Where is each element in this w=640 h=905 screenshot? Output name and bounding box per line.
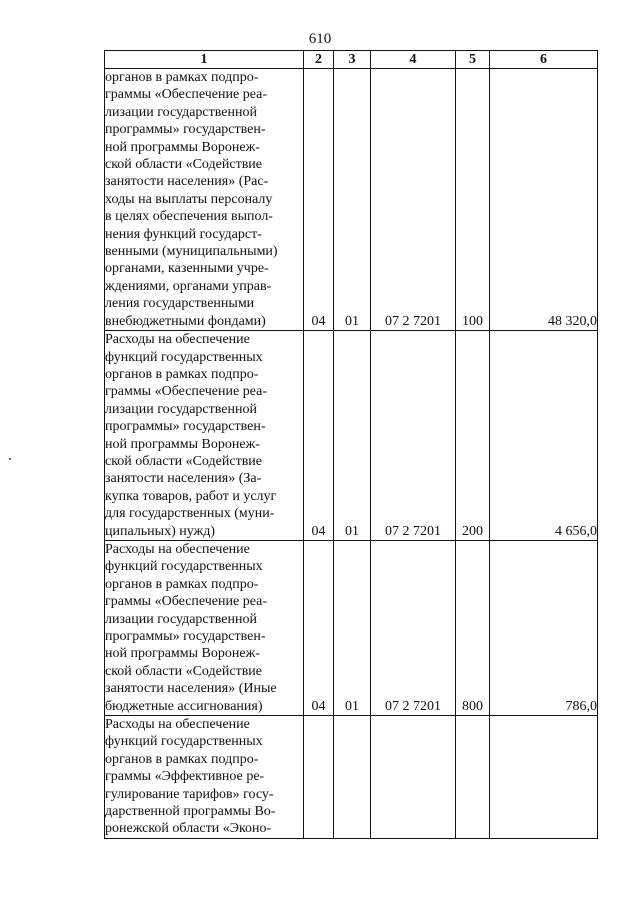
table-body xyxy=(105,69,598,839)
header-cell-4: 4 xyxy=(371,51,456,69)
header-cell-5: 5 xyxy=(456,51,490,69)
description-line: функций государственных xyxy=(105,349,263,365)
description-line: ной программы Воронеж- xyxy=(105,436,260,452)
row-description xyxy=(105,716,304,839)
description-line: ципальных) нужд) xyxy=(105,523,216,539)
description-line: дарственной программы Во- xyxy=(105,804,276,820)
expense-type-code: 800 xyxy=(456,540,490,715)
subsection-code xyxy=(334,716,371,839)
table-row xyxy=(105,540,598,715)
row-description xyxy=(105,540,304,715)
amount: 786,0 xyxy=(490,540,598,715)
description-line: органами, казенными учре- xyxy=(105,261,269,277)
table-row xyxy=(105,69,598,331)
header-cell-3: 3 xyxy=(334,51,371,69)
description-line: бюджетные ассигнования) xyxy=(105,698,263,714)
description-line: граммы «Эффективное ре- xyxy=(105,769,265,785)
description-line: лизации государственной xyxy=(105,104,257,120)
amount: 48 320,0 xyxy=(490,69,598,331)
section-code xyxy=(304,716,334,839)
description-line: лизации государственной xyxy=(105,401,257,417)
description-line: органов в рамках подпро- xyxy=(105,751,259,767)
description-line: лизации государственной xyxy=(105,611,257,627)
description-line: Расходы на обеспечение xyxy=(105,717,250,733)
description-line: нения функций государст- xyxy=(105,226,262,242)
header-cell-6: 6 xyxy=(490,51,598,69)
amount: 4 656,0 xyxy=(490,331,598,541)
expense-type-code xyxy=(456,716,490,839)
description-line: гулирование тарифов» госу- xyxy=(105,786,274,802)
row-description xyxy=(105,331,304,541)
target-article-code: 07 2 7201 xyxy=(371,331,456,541)
subsection-code: 01 xyxy=(334,331,371,541)
target-article-code xyxy=(371,716,456,839)
table-row xyxy=(105,331,598,541)
section-code: 04 xyxy=(304,69,334,331)
section-code: 04 xyxy=(304,540,334,715)
description-line: программы» государствен- xyxy=(105,419,266,435)
row-description xyxy=(105,69,304,331)
description-line: органов в рамках подпро- xyxy=(105,366,259,382)
header-cell-2: 2 xyxy=(304,51,334,69)
description-line: Расходы на обеспечение xyxy=(105,541,250,557)
expense-type-code: 200 xyxy=(456,331,490,541)
amount xyxy=(490,716,598,839)
target-article-code: 07 2 7201 xyxy=(371,69,456,331)
description-line: граммы «Обеспечение реа- xyxy=(105,87,267,103)
description-line: ной программы Воронеж- xyxy=(105,139,260,155)
description-line: купка товаров, работ и услуг xyxy=(105,488,277,504)
description-line: внебюджетными фондами) xyxy=(105,313,266,329)
description-line: занятости населения» (За- xyxy=(105,471,262,487)
expense-type-code: 100 xyxy=(456,69,490,331)
table-row xyxy=(105,716,598,839)
description-line: ской области «Содействие xyxy=(105,663,263,679)
description-line: ления государственными xyxy=(105,296,255,312)
target-article-code: 07 2 7201 xyxy=(371,540,456,715)
description-line: органов в рамках подпро- xyxy=(105,576,259,592)
subsection-code: 01 xyxy=(334,540,371,715)
header-row xyxy=(105,51,598,69)
description-line: ходы на выплаты персоналу xyxy=(105,191,273,207)
description-line: ждениями, органами управ- xyxy=(105,278,272,294)
description-line: программы» государствен- xyxy=(105,122,266,138)
stray-dot xyxy=(9,458,11,460)
description-line: граммы «Обеспечение реа- xyxy=(105,594,267,610)
page-number: 610 xyxy=(308,31,332,47)
description-line: граммы «Обеспечение реа- xyxy=(105,384,267,400)
description-line: ской области «Содействие xyxy=(105,453,263,469)
description-line: функций государственных xyxy=(105,559,263,575)
description-line: в целях обеспечения выпол- xyxy=(105,209,273,225)
section-code: 04 xyxy=(304,331,334,541)
description-line: органов в рамках подпро- xyxy=(105,70,259,85)
description-line: для государственных (муни- xyxy=(105,506,275,522)
header-cell-1: 1 xyxy=(105,51,304,69)
description-line: ронежской области «Эконо- xyxy=(105,821,272,837)
description-line: ской области «Содействие xyxy=(105,157,263,173)
description-line: венными (муниципальными) xyxy=(105,244,278,260)
budget-table xyxy=(104,50,598,839)
description-line: Расходы на обеспечение xyxy=(105,332,250,348)
description-line: функций государственных xyxy=(105,734,263,750)
description-line: занятости населения» (Иные xyxy=(105,681,277,697)
subsection-code: 01 xyxy=(334,69,371,331)
description-line: программы» государствен- xyxy=(105,629,266,644)
description-line: ной программы Воронеж- xyxy=(105,646,260,662)
description-line: занятости населения» (Рас- xyxy=(105,174,269,190)
